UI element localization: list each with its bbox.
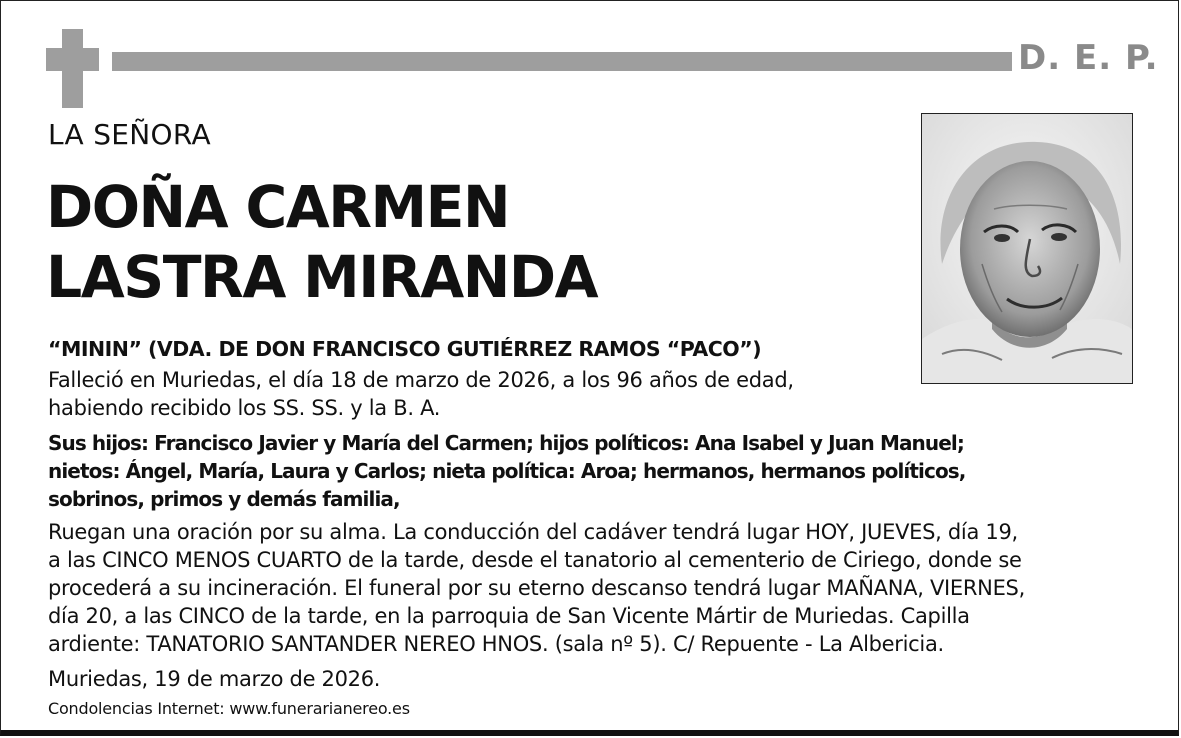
deceased-name <box>46 172 597 312</box>
honorific: LA SEÑORA <box>48 118 211 151</box>
service-line: ardiente: TANATORIO SANTANDER NEREO HNOS. (sala nº 5). C/ Repuente - La Albericia. <box>48 632 944 656</box>
place-date: Muriedas, 19 de marzo de 2026. <box>48 667 381 691</box>
name-line: LASTRA MIRANDA <box>46 243 598 311</box>
death-line: Falleció en Muriedas, el día 18 de marzo de 2026, a los 96 años de edad, <box>48 368 794 392</box>
cross-horizontal-bar <box>46 48 99 71</box>
condolences-line: Condolencias Internet: www.funerarianereo.es <box>48 699 410 718</box>
name-line: DOÑA CARMEN <box>46 173 510 241</box>
service-line: a las CINCO MENOS CUARTO de la tarde, desde el tanatorio al cementerio de Ciriego, donde se <box>48 548 1022 572</box>
nickname-line: “MININ” (VDA. DE DON FRANCISCO GUTIÉRREZ RAMOS “PACO”) <box>48 337 762 361</box>
portrait-photo <box>921 113 1133 384</box>
dep-heading: D. E. P. <box>1018 38 1159 78</box>
header-rule <box>112 52 1012 71</box>
family-line: nietos: Ángel, María, Laura y Carlos; nieta política: Aroa; hermanos, hermanos políticos, <box>48 459 966 483</box>
death-line: habiendo recibido los SS. SS. y la B. A. <box>48 396 441 420</box>
family-line: sobrinos, primos y demás familia, <box>48 487 400 511</box>
service-line: procederá a su incineración. El funeral por su eterno descanso tendrá lugar MAÑANA, VIERNES, <box>48 576 1025 600</box>
service-line: Ruegan una oración por su alma. La conducción del cadáver tendrá lugar HOY, JUEVES, día 19, <box>48 520 1018 544</box>
service-line: día 20, a las CINCO de la tarde, en la parroquia de San Vicente Mártir de Muriedas. Capilla <box>48 604 970 628</box>
family-line: Sus hijos: Francisco Javier y María del Carmen; hijos políticos: Ana Isabel y Juan Manuel; <box>48 431 964 455</box>
